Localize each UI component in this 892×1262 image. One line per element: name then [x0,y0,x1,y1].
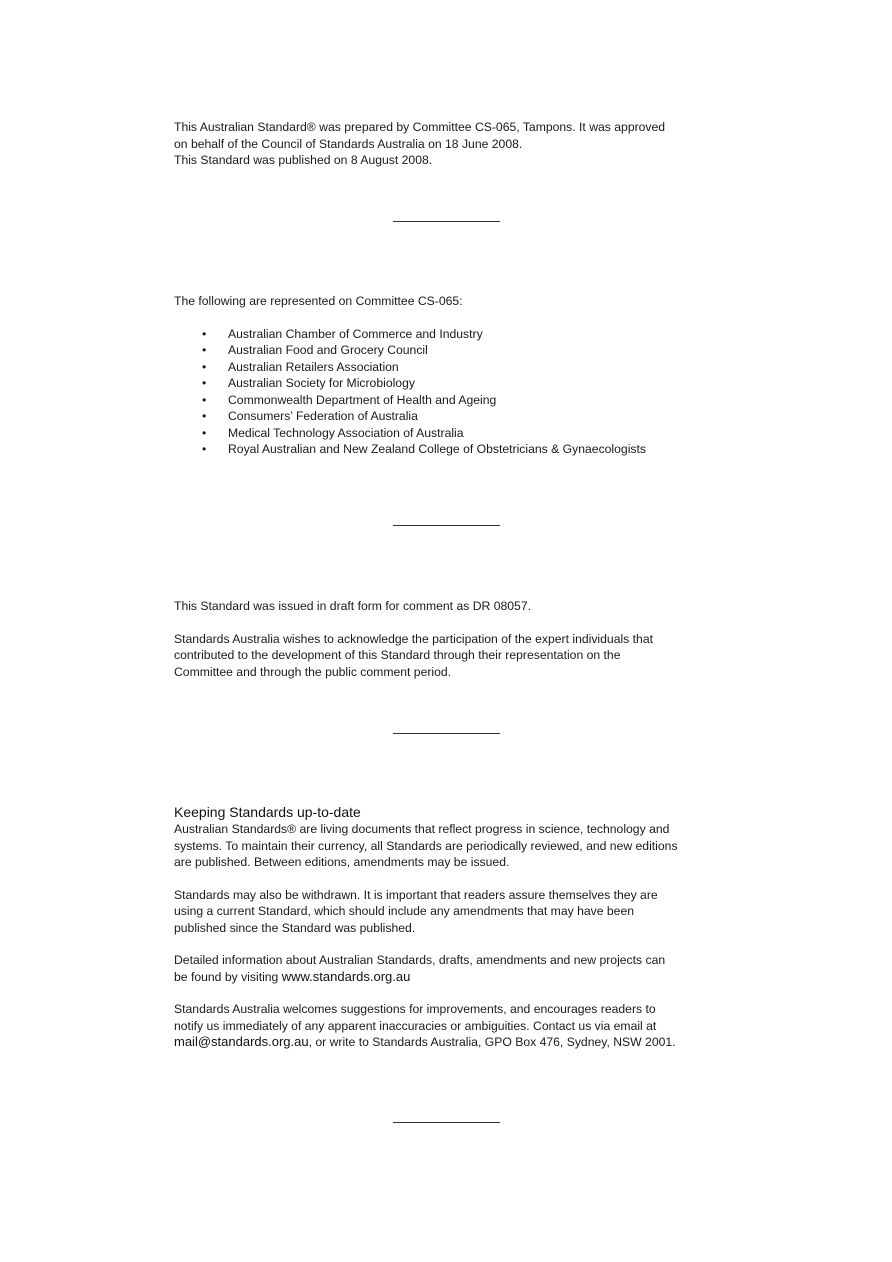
keeping-up-to-date-section [174,804,734,1051]
list-item: • Australian Food and Grocery Council [202,343,428,357]
paragraph: Australian Standards® are living documents that reflect progress in science, technology and systems. To maintain their currency, all Standards are periodically reviewed, and new editions are published. Between editions, amendments may be issued. [174,822,678,869]
list-item: • Commonwealth Department of Health and Ageing [202,392,497,407]
bullet-icon: • [202,392,207,407]
list-item: • Australian Society for Microbiology [202,376,415,390]
preparation-line: This Standard was published on 8 August 2008. [174,153,433,167]
section-divider [393,525,500,526]
bullet-icon: • [202,326,207,341]
bullet-icon: • [202,442,207,456]
bullet-icon: • [202,343,207,357]
acknowledgement-paragraph: Standards Australia wishes to acknowledge the participation of the expert individuals that contributed to the development of this Standard through their representation on the Committee and through the public comment period. [174,631,653,679]
bullet-icon: • [202,409,207,423]
paragraph: Detailed information about Australian Standards, drafts, amendments and new projects can be found by visiting www.standards.org.au [174,953,666,984]
draft-section [174,598,734,680]
section-heading: Keeping Standards up-to-date [174,804,361,820]
committee-intro: The following are represented on Committee CS-065: [174,294,463,308]
section-divider [393,221,500,222]
paragraph: Standards Australia welcomes suggestions for improvements, and encourages readers to notify us immediately of any apparent inaccuracies or ambiguities. Contact us via email at mail@standards.org.au, or write to Standards Australia, GPO Box 476, Sydney, NSW 2001. [174,1002,676,1049]
bullet-icon: • [202,359,207,374]
section-divider [393,733,500,734]
email-link[interactable]: mail@standards.org.au [174,1034,309,1049]
bullet-icon: • [202,425,207,440]
committee-section [174,293,734,458]
section-divider [393,1122,500,1123]
list-item: • Medical Technology Association of Australia [202,425,464,440]
draft-issued-text: This Standard was issued in draft form for comment as DR 08057. [174,599,531,613]
preparation-line: on behalf of the Council of Standards Australia on 18 June 2008. [174,136,523,151]
paragraph: Standards may also be withdrawn. It is important that readers assure themselves they are using a current Standard, which should include any amendments that may have been published since the Standard was published. [174,887,658,935]
website-link[interactable]: www.standards.org.au [281,968,411,984]
list-item: • Consumers’ Federation of Australia [202,409,418,423]
preparation-paragraph [174,119,734,169]
bullet-icon: • [202,376,207,390]
committee-member-list [174,326,734,458]
list-item: • Australian Retailers Association [202,359,399,374]
preparation-line: This Australian Standard® was prepared by Committee CS-065, Tampons. It was approved [174,120,666,134]
list-item: • Royal Australian and New Zealand College of Obstetricians & Gynaecologists [202,442,646,456]
list-item: • Australian Chamber of Commerce and Industry [202,326,483,341]
